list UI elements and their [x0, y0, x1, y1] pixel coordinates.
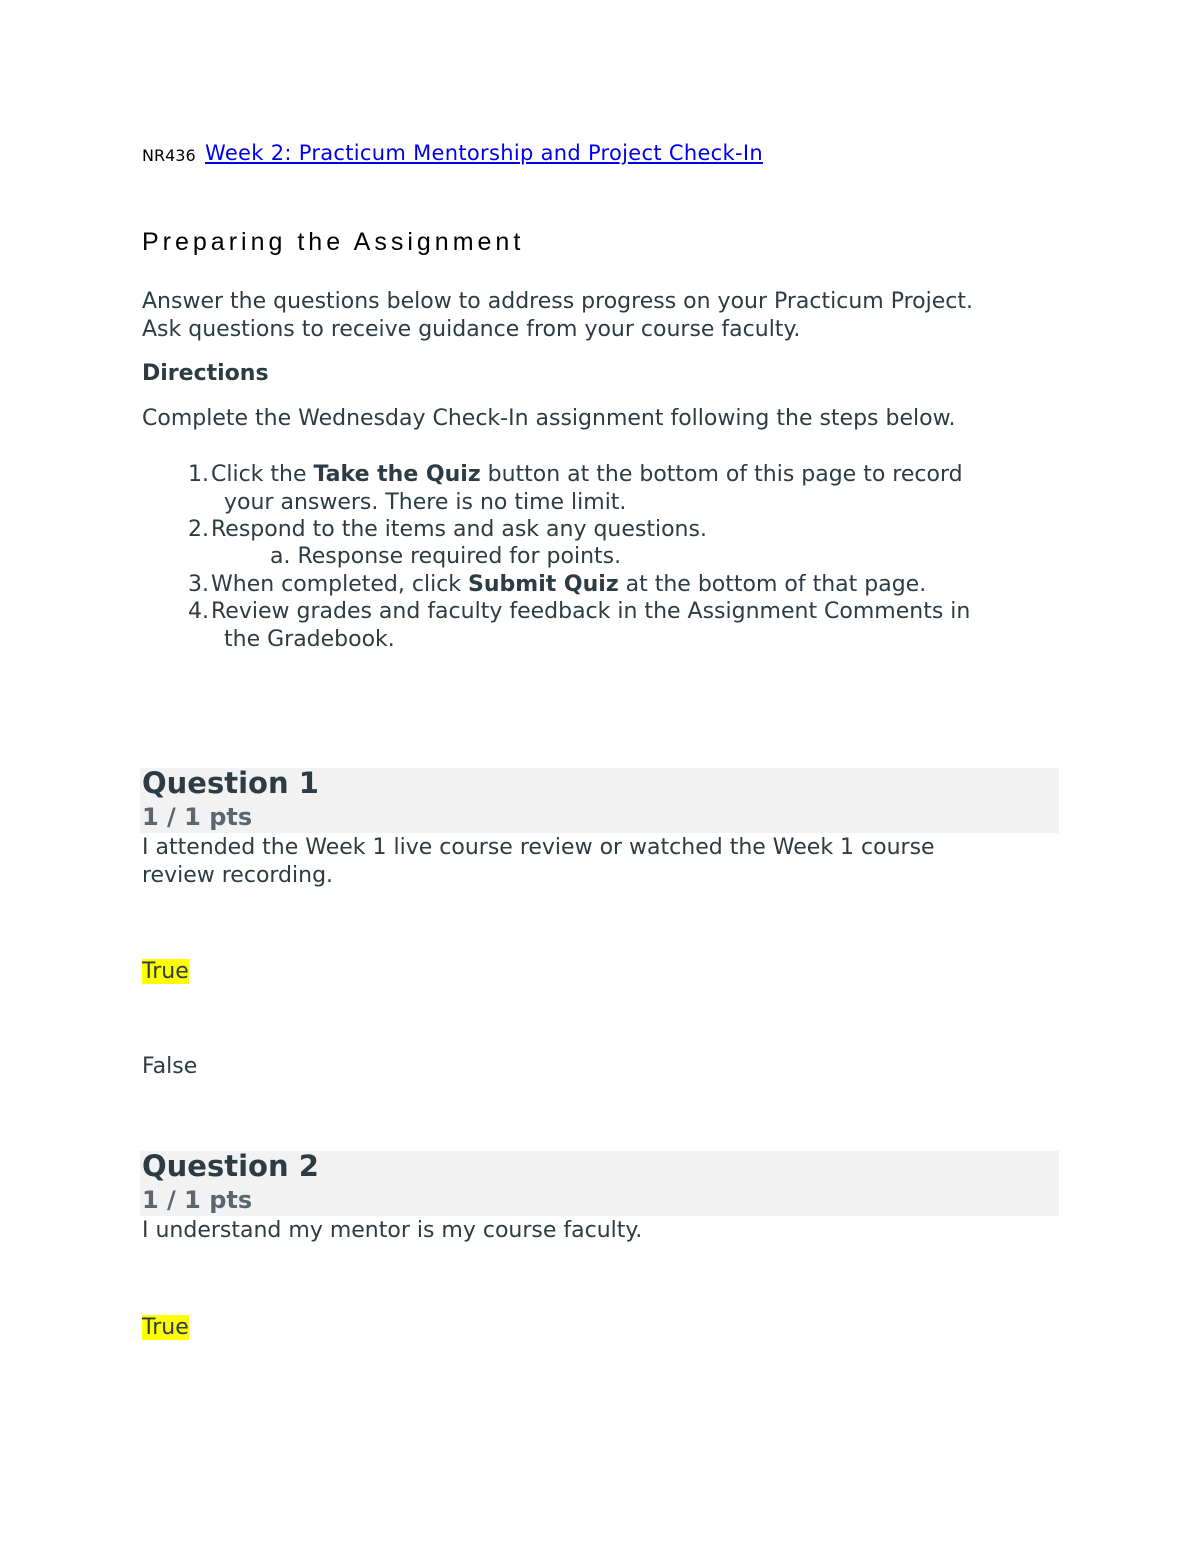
step-continuation: your answers. There is no time limit.	[224, 490, 627, 515]
question-1-points: 1 / 1 pts	[142, 803, 253, 831]
step-number: 2.	[188, 517, 209, 542]
step-item-3	[188, 571, 926, 599]
intro-line-2: Ask questions to receive guidance from your course faculty.	[142, 317, 801, 342]
step-continuation: the Gradebook.	[224, 627, 395, 652]
question-1-text	[142, 834, 935, 890]
section-heading: Preparing the Assignment	[142, 228, 525, 256]
question-1-title: Question 1	[142, 766, 319, 800]
sub-step-text: a. Response required for points.	[270, 544, 622, 569]
sub-step-item	[140, 543, 621, 571]
step-item-2	[188, 516, 707, 544]
step-text: at the bottom of that page.	[618, 572, 927, 597]
step-text: Click the	[211, 462, 314, 487]
assignment-title-link[interactable]: Week 2: Practicum Mentorship and Project Check-In	[205, 141, 763, 165]
question-1-answer-false[interactable]: False	[142, 1054, 198, 1079]
submit-quiz-label: Submit Quiz	[468, 572, 619, 597]
course-code: NR436	[142, 146, 196, 165]
step-text: button at the bottom of this page to record	[480, 462, 963, 487]
step-number: 1.	[188, 462, 209, 487]
question-1-answer-true[interactable]: True	[142, 959, 189, 984]
directions-text: Complete the Wednesday Check-In assignment following the steps below.	[142, 406, 956, 431]
step-text: Review grades and faculty feedback in the Assignment Comments in	[211, 599, 971, 624]
question-text-line: I attended the Week 1 live course review or watched the Week 1 course	[142, 835, 935, 860]
take-quiz-label: Take the Quiz	[313, 462, 481, 487]
question-2-text: I understand my mentor is my course faculty.	[142, 1218, 643, 1243]
directions-label: Directions	[142, 361, 269, 386]
step-text: When completed, click	[211, 572, 469, 597]
question-2-answer-true[interactable]: True	[142, 1315, 189, 1340]
intro-text	[142, 288, 973, 344]
step-item-4	[188, 598, 970, 654]
step-number: 4.	[188, 599, 209, 624]
question-2-title: Question 2	[142, 1149, 319, 1183]
question-2-points: 1 / 1 pts	[142, 1186, 253, 1214]
step-item-1	[188, 461, 963, 517]
step-text: Respond to the items and ask any questions.	[211, 517, 707, 542]
intro-line-1: Answer the questions below to address progress on your Practicum Project.	[142, 289, 973, 314]
question-text-line: review recording.	[142, 863, 334, 888]
step-number: 3.	[188, 572, 209, 597]
